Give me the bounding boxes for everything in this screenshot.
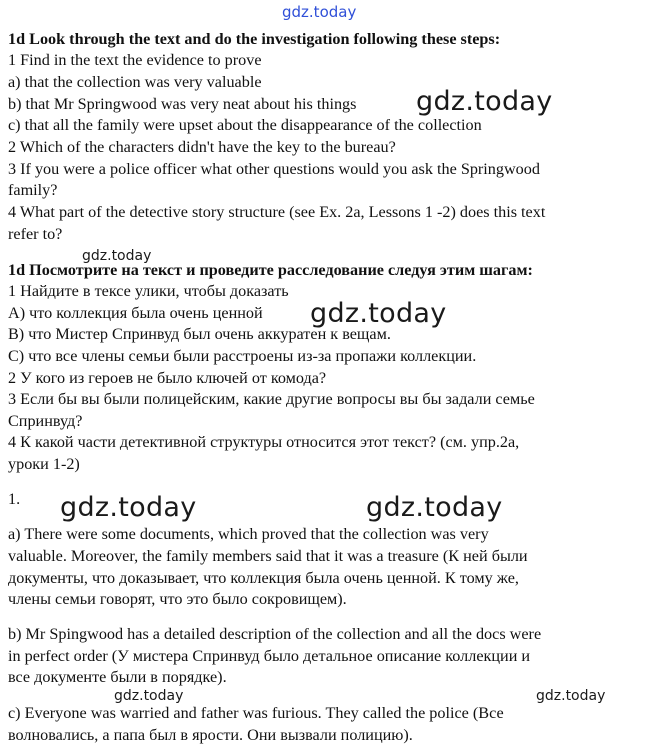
watermark-2: gdz.today <box>82 248 152 264</box>
answer-a-line: a) There were some documents, which proved that the collection was very <box>8 525 489 543</box>
russian-line: 2 У кого из героев не было ключей от комода? <box>8 369 327 387</box>
watermark-7: gdz.today <box>536 688 606 704</box>
answer-c-line: c) Everyone was warried and father was furious. They called the police (Все <box>8 704 504 722</box>
answer-a-line: документы, что доказывает, что коллекция была очень ценной. К тому же, <box>8 569 519 587</box>
russian-line: 4 К какой части детективной структуры относится этот текст? (см. упр.2а, <box>8 433 520 451</box>
answer-c-line: волновались, а папа был в ярости. Они вызвали полицию). <box>8 726 413 744</box>
answer-a-line: члены семьи говорят, что это было сокровищем). <box>8 590 347 608</box>
english-line: 4 What part of the detective story structure (see Ex. 2a, Lessons 1 -2) does this text <box>8 203 546 221</box>
russian-line: А) что коллекция была очень ценной <box>8 304 263 322</box>
russian-line: С) что все члены семьи были расстроены из-за пропажи коллекции. <box>8 347 477 365</box>
answer-a-line: valuable. Moreover, the family members said that it was a treasure (К ней были <box>8 547 528 565</box>
english-line: refer to? <box>8 225 63 243</box>
english-line: c) that all the family were upset about the disappearance of the collection <box>8 116 482 134</box>
answer-b-line: b) Mr Spingwood has a detailed description of the collection and all the docs were <box>8 625 542 643</box>
russian-heading: 1d Посмотрите на текст и проведите расследование следуя этим шагам: <box>8 261 533 279</box>
watermark-4: gdz.today <box>60 492 197 523</box>
english-line: a) that the collection was very valuable <box>8 73 262 91</box>
english-line: 1 Find in the text the evidence to prove <box>8 51 262 69</box>
russian-line: уроки 1-2) <box>8 455 80 473</box>
english-line: 3 If you were a police officer what other questions would you ask the Springwood <box>8 160 540 178</box>
answer-b-line: in perfect order (У мистера Спринвуд было детальное описание коллекции и <box>8 647 531 665</box>
russian-line: 3 Если бы вы были полицейским, какие другие вопросы вы бы задали семье <box>8 390 535 408</box>
russian-line: 1 Найдите в тексе улики, чтобы доказать <box>8 282 289 300</box>
english-line: 2 Which of the characters didn't have the key to the bureau? <box>8 138 396 156</box>
russian-line: В) что Мистер Спринвуд был очень аккуратен к вещам. <box>8 325 391 343</box>
english-line: family? <box>8 181 58 199</box>
answer-b-line: все документе были в порядке). <box>8 668 227 686</box>
english-line: b) that Mr Springwood was very neat about his things <box>8 95 357 113</box>
watermark-top: gdz.today <box>282 3 357 21</box>
english-heading: 1d Look through the text and do the investigation following these steps: <box>8 30 501 48</box>
watermark-6: gdz.today <box>114 688 184 704</box>
watermark-3: gdz.today <box>310 298 447 329</box>
watermark-1: gdz.today <box>416 86 553 117</box>
watermark-5: gdz.today <box>366 492 503 523</box>
answer-number: 1. <box>8 490 21 508</box>
russian-line: Спринвуд? <box>8 412 83 430</box>
